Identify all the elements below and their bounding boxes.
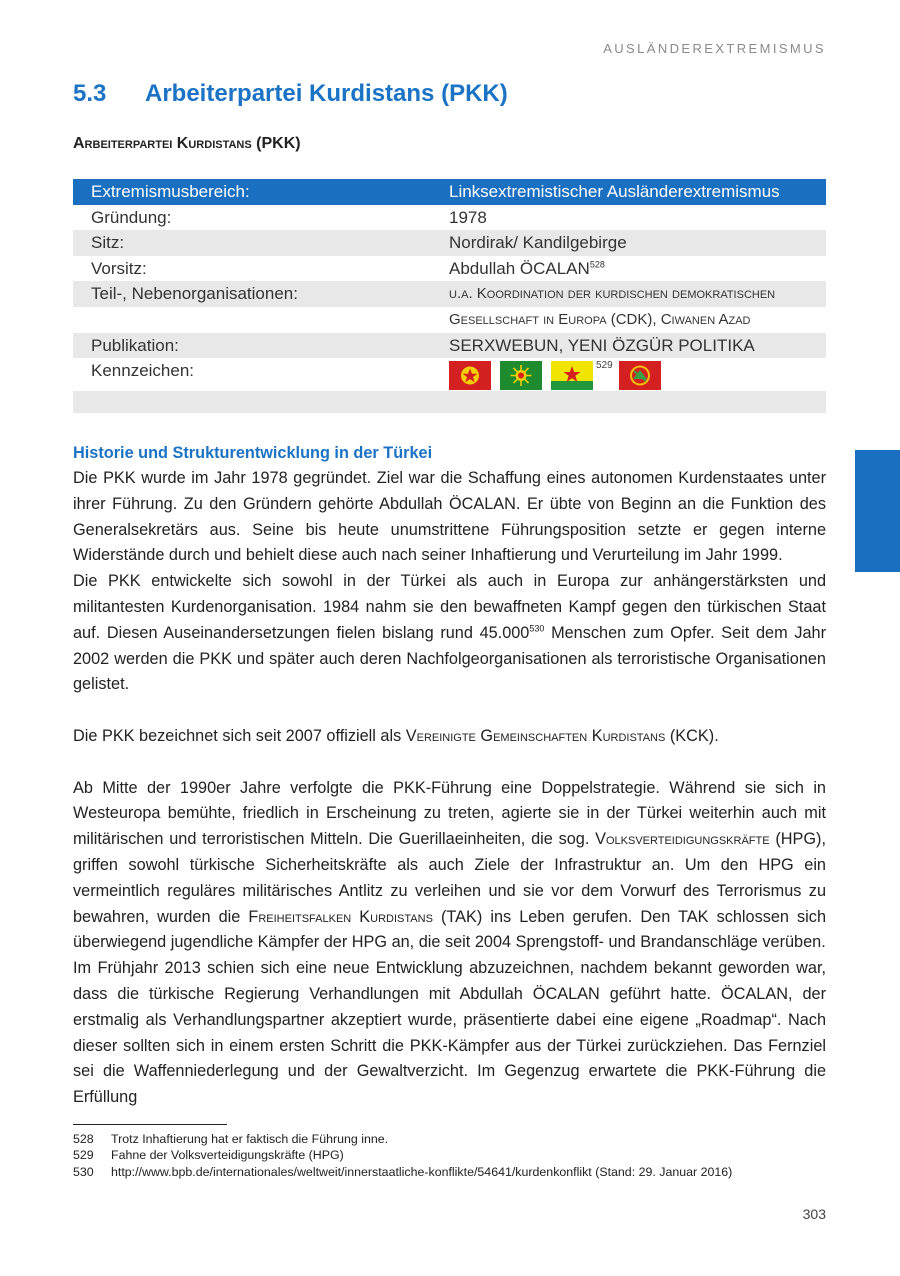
profile-label: Gründung: bbox=[91, 207, 172, 227]
profile-row-gruendung bbox=[73, 205, 826, 231]
history-paragraph-4 bbox=[73, 776, 826, 957]
footnote-number: 529 bbox=[73, 1148, 94, 1163]
footnote-530 bbox=[73, 1164, 833, 1180]
profile-value: u.a. Koordination der kurdischen demokratischen bbox=[449, 285, 776, 303]
paragraph-text: Die PKK entwickelte sich sowohl in der Türkei als auch in Europa zur anhängerstärksten und militantesten Kurdenorganisation. 1984 nahm sie den bewaffneten Kampf gegen den türkischen Staat auf. Diesen Auseinandersetzungen fielen bislang rund 45.000 bbox=[73, 572, 826, 642]
profile-row-empty bbox=[73, 391, 826, 413]
page-number: 303 bbox=[802, 1206, 826, 1222]
profile-row-extremismusbereich bbox=[73, 179, 826, 205]
profile-row-organisationen-cont bbox=[73, 307, 826, 333]
organisation-name: Vereinigte Gemeinschaften Kurdistans bbox=[405, 726, 666, 745]
footnote-529 bbox=[73, 1147, 833, 1163]
profile-value: Linksextremistischer Ausländerextremismus bbox=[449, 182, 780, 201]
body-text bbox=[73, 440, 826, 1111]
history-heading: Historie und Strukturentwicklung in der Türkei bbox=[73, 444, 433, 462]
pkk-flag-icon bbox=[449, 361, 491, 390]
footnote-text: Trotz Inhaftierung hat er faktisch die Führung inne. bbox=[111, 1132, 389, 1146]
profile-label bbox=[73, 307, 449, 333]
footnote-separator bbox=[73, 1124, 227, 1125]
profile-label: Teil-, Nebenorganisationen: bbox=[91, 284, 298, 304]
hpg-flag-icon bbox=[619, 361, 661, 390]
chairman-name: Abdullah ÖCALAN bbox=[449, 258, 590, 278]
profile-row-publikation bbox=[73, 333, 826, 359]
footnote-528 bbox=[73, 1131, 833, 1147]
paragraph-text: Menschen zum Opfer. Seit dem Jahr 2002 werden die PKK und später auch deren Nachfolgeorganisationen als terroristische Organisationen gelistet. bbox=[73, 623, 826, 694]
footnote-ref-530[interactable]: 530 bbox=[529, 623, 545, 634]
profile-value: SERXWEBUN, YENI ÖZGÜR POLITIKA bbox=[449, 335, 755, 355]
profile-label: Vorsitz: bbox=[91, 258, 147, 278]
footnotes bbox=[73, 1131, 833, 1180]
profile-value bbox=[449, 256, 826, 282]
profile-row-kennzeichen bbox=[73, 358, 826, 391]
profile-label: Extremismusbereich: bbox=[91, 182, 250, 201]
profile-table bbox=[73, 179, 826, 413]
profile-value: Nordirak/ Kandilgebirge bbox=[449, 233, 627, 253]
footnote-number: 530 bbox=[73, 1164, 94, 1179]
paragraph-text: Ab Mitte der 1990er Jahre verfolgte die PKK-Führung eine Doppelstrategie. Während sie sich in Westeuropa bemühte, friedlich in Erscheinung zu treten, agierte sie in der Türkei weiterhin auch mit militärischen und terroristischen Mitteln. Die Guerillaeinheiten, die sog. bbox=[73, 778, 826, 849]
paragraph-text: Die PKK bezeichnet sich seit 2007 offiziell als bbox=[73, 726, 406, 745]
profile-row-sitz bbox=[73, 230, 826, 256]
organisation-name: Volksverteidigungskräfte bbox=[595, 830, 770, 849]
running-head: AUSLÄNDEREXTREMISMUS bbox=[603, 41, 826, 56]
paragraph-text: (KCK). bbox=[665, 726, 719, 745]
section-title: Arbeiterpartei Kurdistans (PKK) bbox=[145, 80, 508, 107]
footnote-number: 528 bbox=[73, 1132, 94, 1146]
section-heading bbox=[73, 80, 508, 108]
footnote-text: Fahne der Volksverteidigungskräfte (HPG) bbox=[111, 1148, 344, 1163]
organisation-name: Freiheitsfalken Kurdistans bbox=[248, 907, 433, 926]
profile-label: Sitz: bbox=[91, 233, 125, 253]
ypg-style-flag-icon bbox=[551, 361, 593, 390]
kck-flag-icon bbox=[500, 361, 542, 390]
history-paragraph-3 bbox=[73, 724, 826, 750]
profile-value: 1978 bbox=[449, 207, 487, 227]
paragraph-text: (HPG), griffen sowohl türkische Sicherheitskräfte als auch Ziele der Infrastruktur an. Um den HPG ein vermeintlich reguläres militärisches Antlitz zu verleihen und sie vor dem Vorwurf des Terrorismus zu bewahren, wurden die bbox=[73, 830, 826, 926]
history-paragraph-2 bbox=[73, 569, 826, 698]
footnote-link[interactable]: http://www.bpb.de/internationales/weltweit/innerstaatliche-konflikte/54641/kurdenkonflikt (Stand: 29. Januar 2016) bbox=[111, 1164, 733, 1179]
profile-row-vorsitz bbox=[73, 256, 826, 282]
paragraph-text: (TAK) ins Leben gerufen. Den TAK schlossen sich überwiegend jugendliche Kämpfer der HPG an, die seit 2004 Sprengstoff- und Brandanschläge verüben. bbox=[73, 907, 826, 952]
chapter-tab-marker bbox=[855, 450, 900, 572]
footnote-ref-529[interactable]: 529 bbox=[596, 360, 613, 372]
section-number: 5.3 bbox=[73, 80, 107, 107]
footnote-ref-528[interactable]: 528 bbox=[589, 259, 605, 270]
profile-label: Publikation: bbox=[91, 335, 179, 355]
profile-title: Arbeiterpartei Kurdistans (PKK) bbox=[73, 135, 301, 152]
history-paragraph-1: Die PKK wurde im Jahr 1978 gegründet. Ziel war die Schaffung eines autonomen Kurdenstaates unter ihrer Führung. Zu den Gründern gehörte Abdullah ÖCALAN. Er übte von Beginn an die Funktion des Generalsekretärs aus. Seine bis heute unumstrittene Führungsposition setzte er gegen interne Widerstände durch und behielt diese auch nach seiner Inhaftierung und Verurteilung im Jahr 1999. bbox=[73, 469, 826, 565]
history-paragraph-5: Im Frühjahr 2013 schien sich eine neue Entwicklung abzuzeichnen, nachdem bekannt geworden war, dass die türkische Regierung Verhandlungen mit Abdullah ÖCALAN geführt hatte. ÖCALAN, der erstmalig als Verhandlungspartner akzeptiert wurde, präsentierte dabei eine eigene „Roadmap“. Nach dieser sollten sich in einem ersten Schritt die PKK-Kämpfer aus der Türkei zurückziehen. Das Fernziel sei die Waffenniederlegung und der Gewaltverzicht. Im Gegenzug erwartete die PKK-Führung die Erfüllung bbox=[73, 959, 826, 1107]
profile-row-organisationen bbox=[73, 281, 826, 307]
profile-value: Gesellschaft in Europa (CDK), Ciwanen Azad bbox=[449, 310, 751, 328]
profile-label: Kennzeichen: bbox=[91, 361, 195, 381]
flag-list bbox=[449, 358, 826, 391]
